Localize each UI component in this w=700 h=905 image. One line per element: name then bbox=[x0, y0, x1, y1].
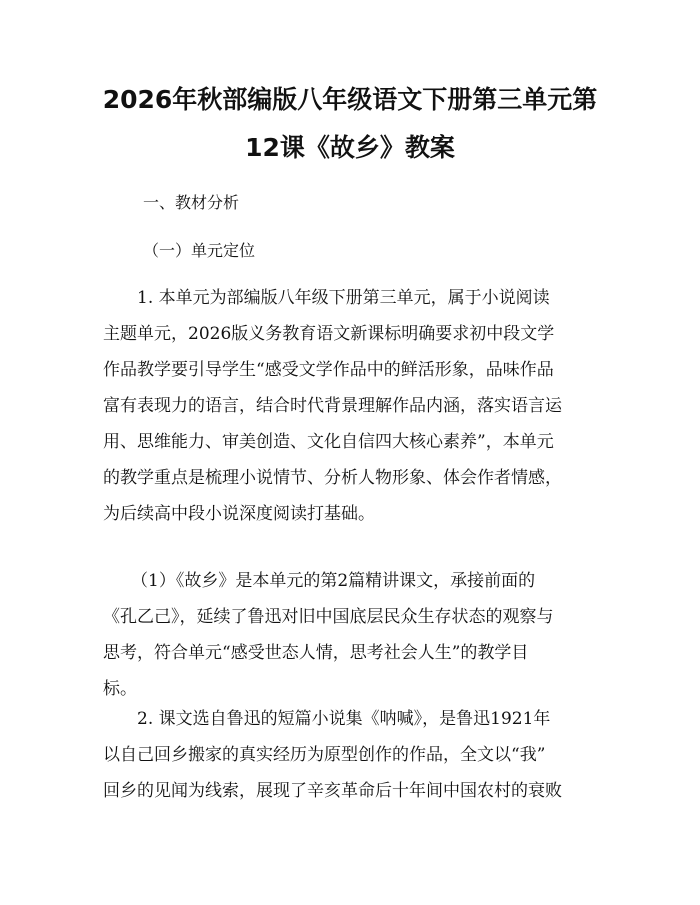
paragraph-line: 的教学重点是梳理小说情节、分析人物形象、体会作者情感， bbox=[103, 468, 562, 488]
paragraph-line: 1. 本单元为部编版八年级下册第三单元，属于小说阅读 bbox=[137, 288, 550, 308]
paragraph-line: 回乡的见闻为线索，展现了辛亥革命后十年间中国农村的衰败 bbox=[103, 781, 562, 801]
paragraph-line: 思考，符合单元“感受世态人情，思考社会人生”的教学目 bbox=[103, 643, 529, 663]
paragraph-line: 作品教学要引导学生“感受文学作品中的鲜活形象，品味作品 bbox=[103, 360, 554, 380]
section-heading-textbook-analysis: 一、教材分析 bbox=[143, 193, 240, 212]
paragraph-line: 标。 bbox=[103, 679, 137, 699]
paragraph-line: 以自己回乡搬家的真实经历为原型创作的作品，全文以“我” bbox=[103, 745, 546, 765]
paragraph-1 bbox=[103, 280, 600, 532]
paragraph-2 bbox=[103, 563, 600, 707]
paragraph-line: 2. 课文选自鲁迅的短篇小说集《呐喊》，是鲁迅1921年 bbox=[137, 709, 551, 729]
paragraph-line: 主题单元，2026版义务教育语文新课标明确要求初中段文学 bbox=[103, 324, 555, 344]
paragraph-line: 为后续高中段小说深度阅读打基础。 bbox=[103, 504, 375, 524]
paragraph-line: 用、思维能力、审美创造、文化自信四大核心素养”，本单元 bbox=[103, 432, 554, 452]
document-title-line-1: 2026年秋部编版八年级语文下册第三单元第 bbox=[102, 85, 598, 114]
paragraph-line: 富有表现力的语言，结合时代背景理解作品内涵，落实语言运 bbox=[103, 396, 562, 416]
subsection-heading-unit-positioning: （一）单元定位 bbox=[143, 241, 256, 260]
paragraph-line: 《孔乙己》，延续了鲁迅对旧中国底层民众生存状态的观察与 bbox=[103, 607, 554, 627]
paragraph-3 bbox=[103, 701, 600, 809]
paragraph-line: （1）《故乡》是本单元的第2篇精讲课文，承接前面的 bbox=[131, 571, 536, 591]
document-title-line-2: 12课《故乡》教案 bbox=[245, 133, 455, 162]
